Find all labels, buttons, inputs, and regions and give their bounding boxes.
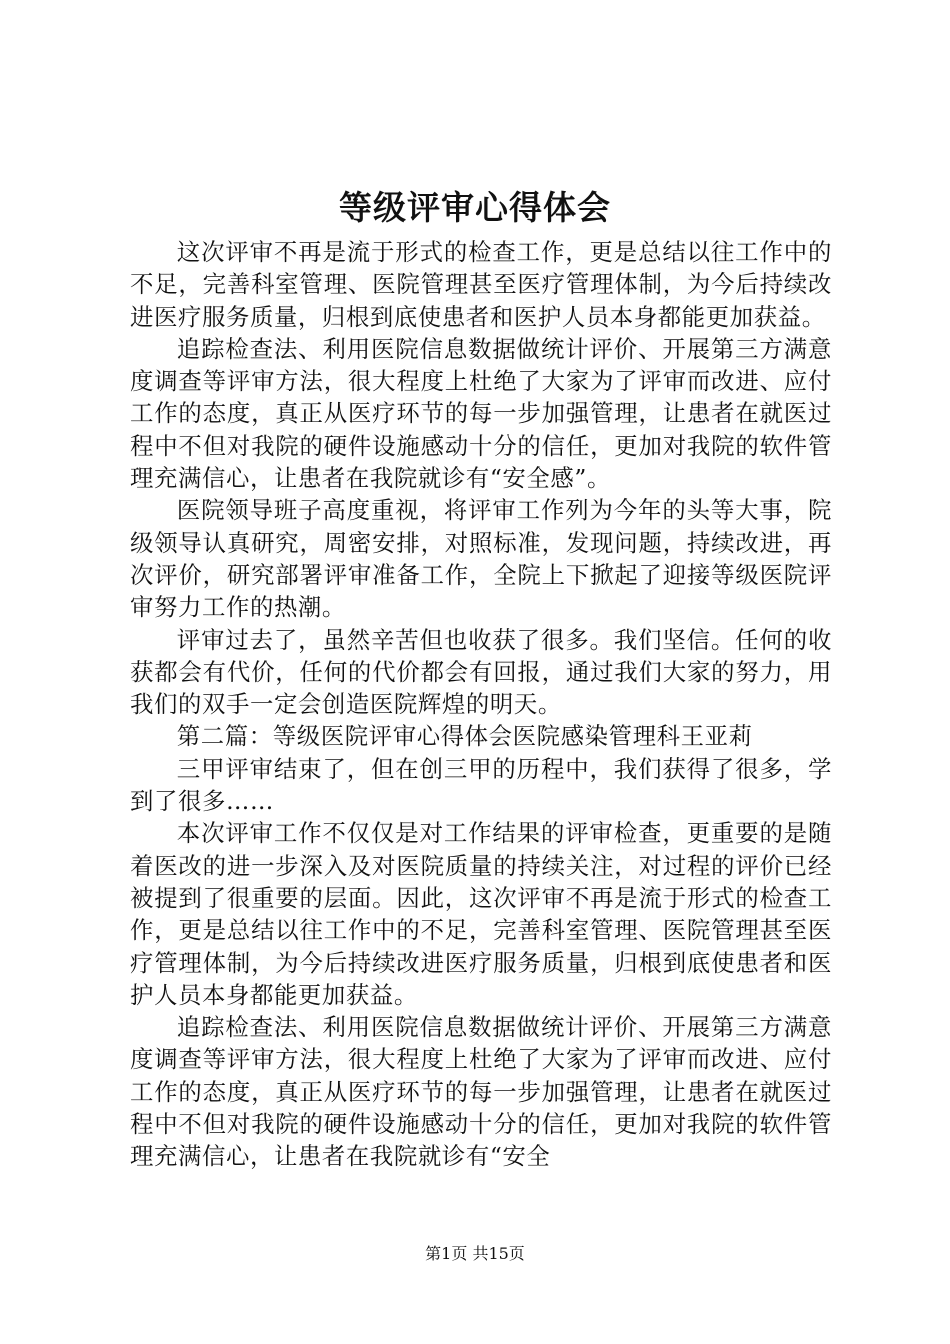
section-heading-second-article: 第二篇：等级医院评审心得体会医院感染管理科王亚莉 xyxy=(176,722,753,751)
document-title: 等级评审心得体会 xyxy=(339,188,611,227)
paragraph-1: 这次评审不再是流于形式的检查工作，更是总结以往工作中的不足，完善科室管理、医院管理甚至医疗管理体制，为今后持续改进医疗服务质量，归根到底使患者和医护人员本身都能更加获益。 xyxy=(130,238,832,331)
paragraph-7: 本次评审工作不仅仅是对工作结果的评审检查，更重要的是随着医改的进一步深入及对医院质量的持续关注，对过程的评价已经被提到了很重要的层面。因此，这次评审不再是流于形式的检查工作，更是总结以往工作中的不足，完善科室管理、医院管理甚至医疗管理体制，为今后持续改进医疗服务质量，归根到底使患者和医护人员本身都能更加获益。 xyxy=(130,819,832,1009)
paragraph-4: 评审过去了，虽然辛苦但也收获了很多。我们坚信。任何的收获都会有代价，任何的代价都会有回报，通过我们大家的努力，用我们的双手一定会创造医院辉煌的明天。 xyxy=(130,625,832,719)
paragraph-6: 三甲评审结束了，但在创三甲的历程中，我们获得了很多，学到了很多…… xyxy=(130,754,832,816)
page-footer: 第1页 共15页 xyxy=(425,1244,525,1263)
paragraph-8: 追踪检查法、利用医院信息数据做统计评价、开展第三方满意度调查等评审方法，很大程度上杜绝了大家为了评审而改进、应付工作的态度，真正从医疗环节的每一步加强管理，让患者在就医过程中不但对我院的硬件设施感动十分的信任，更加对我院的软件管理充满信心，让患者在我院就诊有“安全 xyxy=(130,1013,832,1171)
paragraph-3: 医院领导班子高度重视，将评审工作列为今年的头等大事，院级领导认真研究，周密安排，对照标准，发现问题，持续改进，再次评价，研究部署评审准备工作，全院上下掀起了迎接等级医院评审努力工作的热潮。 xyxy=(130,496,832,622)
paragraph-2: 追踪检查法、利用医院信息数据做统计评价、开展第三方满意度调查等评审方法，很大程度上杜绝了大家为了评审而改进、应付工作的态度，真正从医疗环节的每一步加强管理，让患者在就医过程中不但对我院的硬件设施感动十分的信任，更加对我院的软件管理充满信心，让患者在我院就诊有“安全感”。 xyxy=(130,334,832,493)
document-body xyxy=(130,236,832,1173)
